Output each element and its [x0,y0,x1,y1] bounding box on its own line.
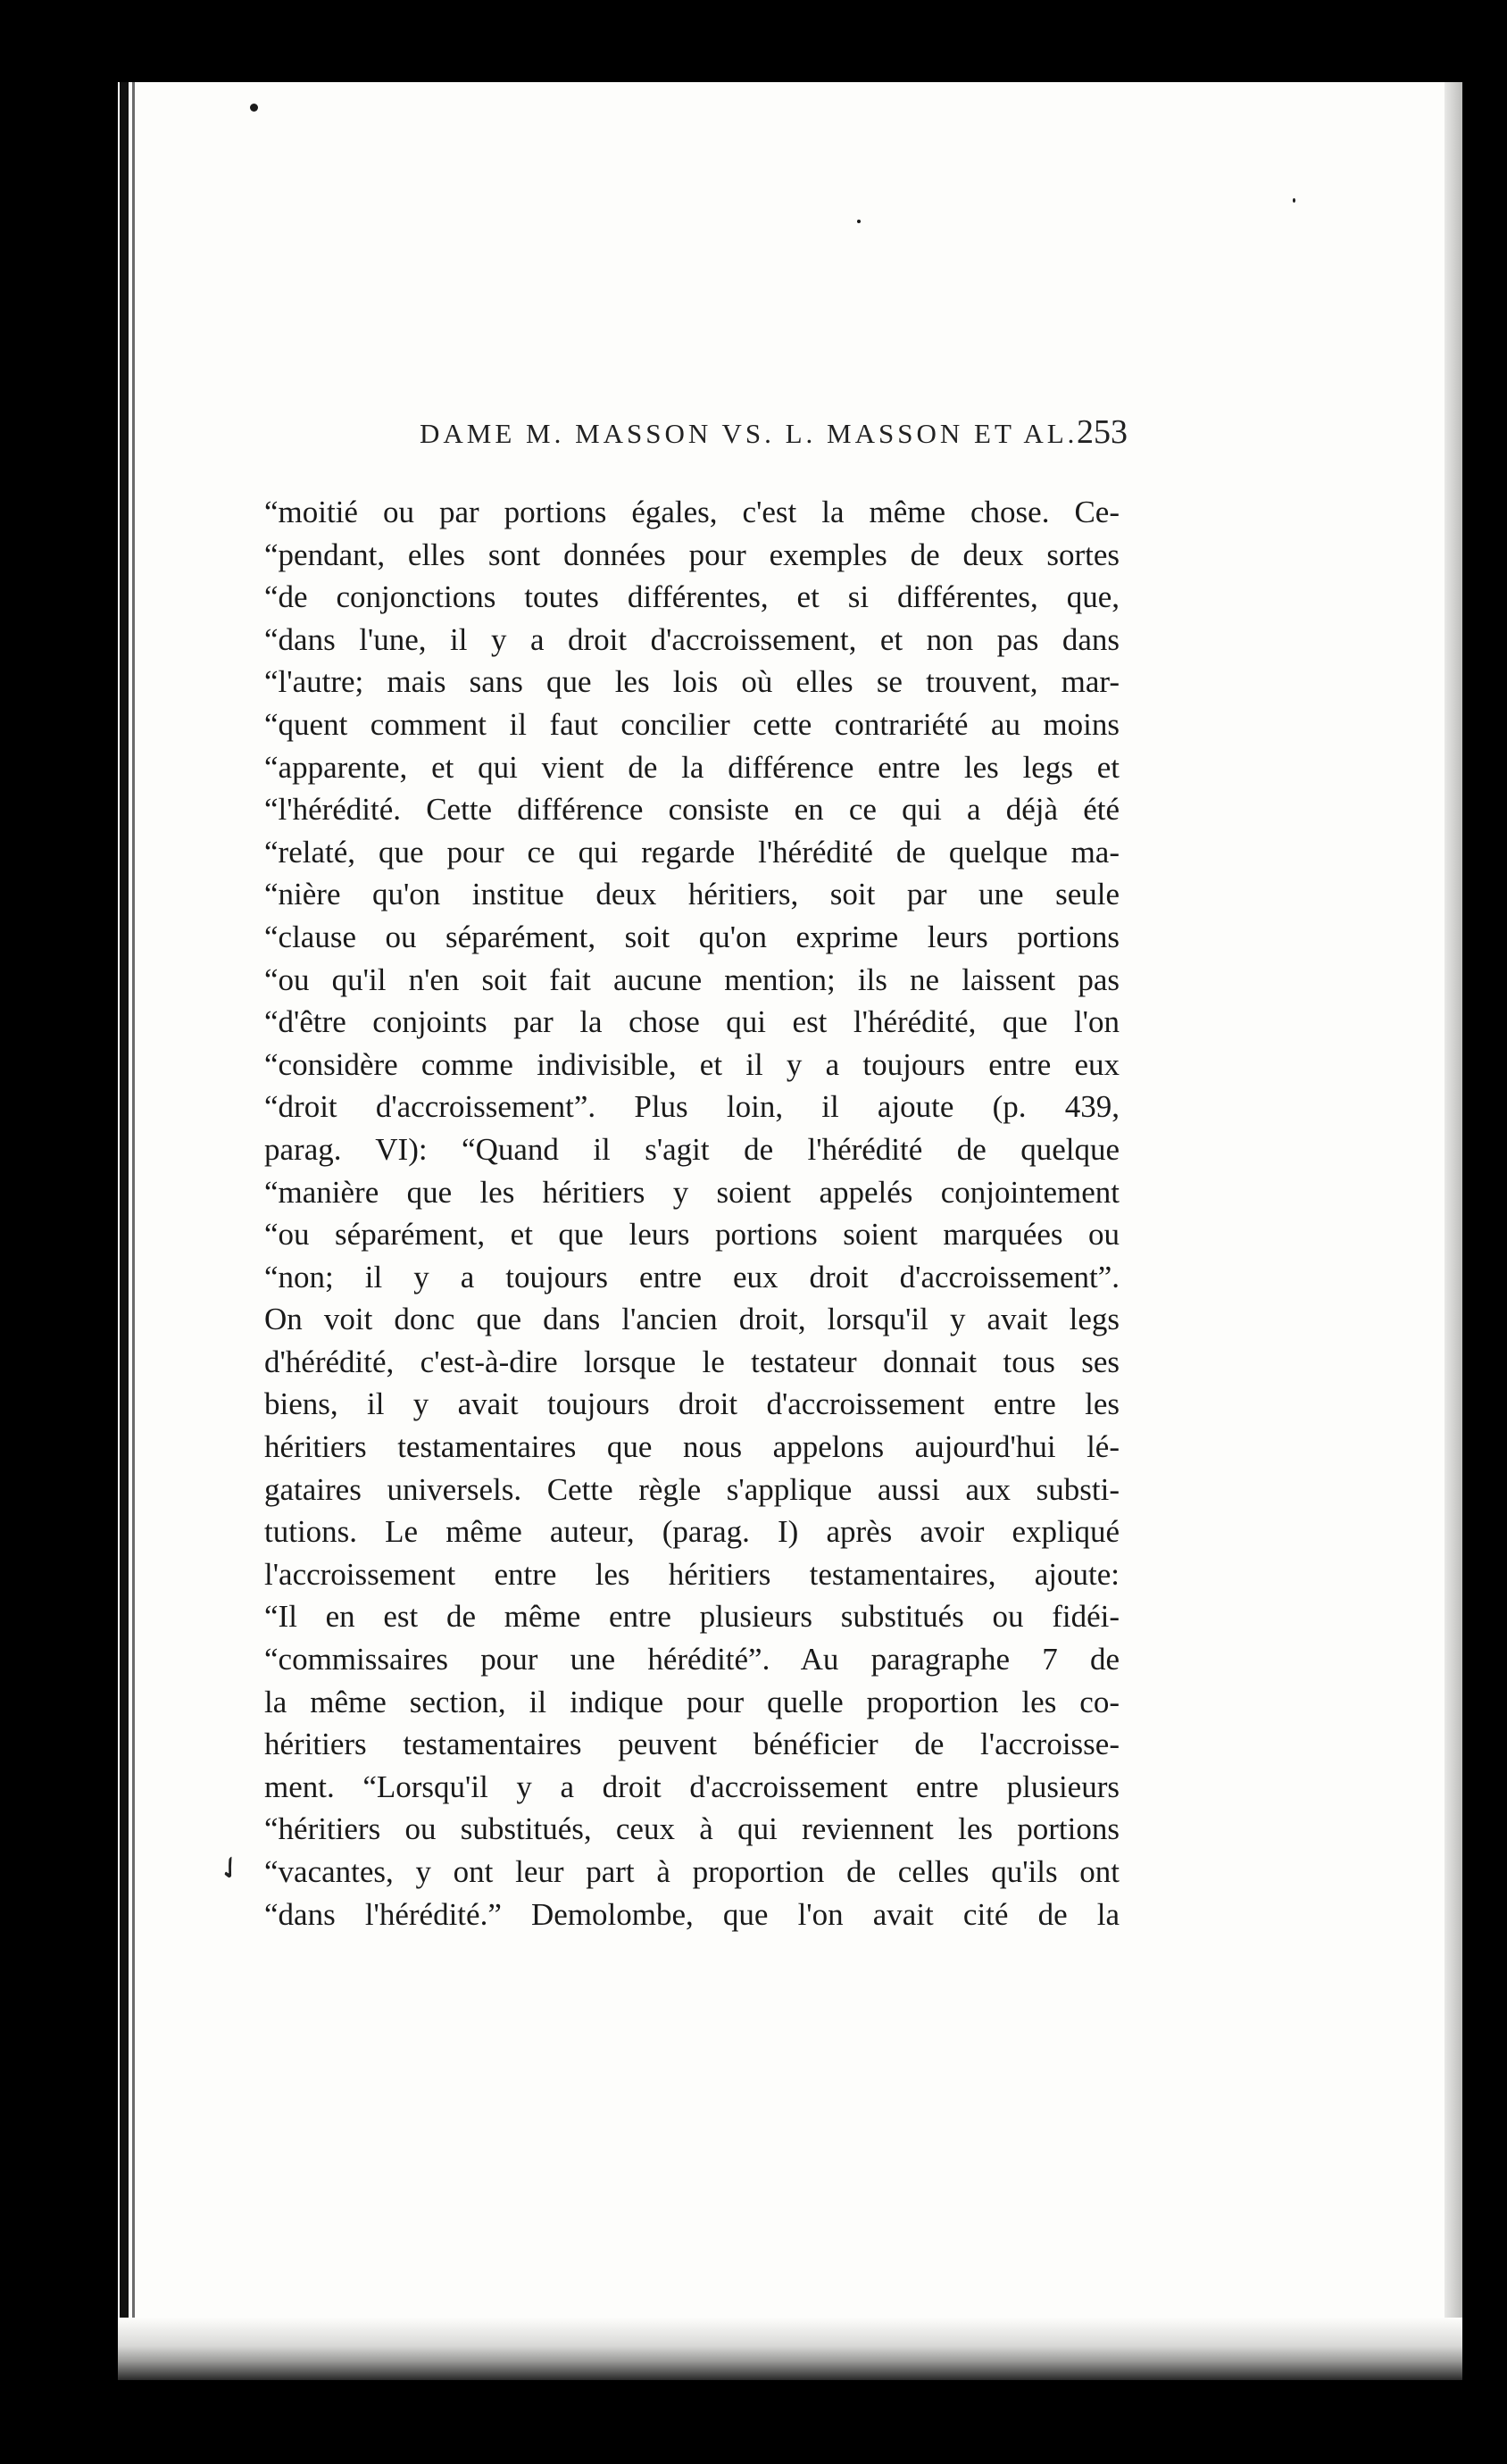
text-line: “moitié ou par portions égales, c'est la même chose. Ce- [264,495,1120,529]
text-line: “dans l'une, il y a droit d'accroissement, et non pas dans [264,621,1120,657]
text-line: ment. “Lorsqu'il y a droit d'accroissement entre plusieurs [264,1769,1120,1804]
page-number: 253 [1077,413,1128,451]
text-line: “ou qu'il n'en soit fait aucune mention; ils ne laissent pas [264,961,1120,997]
ink-speck [250,104,258,112]
text-line: “apparente, et qui vient de la différence entre les legs et [264,749,1120,785]
text-line: “nière qu'on institue deux héritiers, soit par une seule [264,877,1120,912]
text-line: “Il en est de même entre plusieurs substitués ou fidéi- [264,1599,1120,1635]
text-line: “relaté, que pour ce qui regarde l'hérédité de quelque ma- [264,834,1120,870]
margin-tick-mark: ✓ [211,1848,251,1890]
text-line: “manière que les héritiers y soient appelés conjointement [264,1174,1120,1210]
binding-edge [120,82,129,2380]
text-line: biens, il y avait toujours droit d'accroissement entre les [264,1386,1120,1422]
text-line: “quent comment il faut concilier cette contrariété au moins [264,706,1120,742]
text-line: “dans l'hérédité.” Demolombe, que l'on avait cité de la [264,1896,1120,1932]
page-edge-shadow [1445,82,1462,2380]
text-line: l'accroissement entre les héritiers testamentaires, ajoute: [264,1556,1120,1592]
text-line: tutions. Le même auteur, (parag. I) après avoir expliqué [264,1514,1120,1550]
text-line: “héritiers ou substitués, ceux à qui reviennent les portions [264,1811,1120,1847]
text-line: “clause ou séparément, soit qu'on exprime leurs portions [264,919,1120,954]
page-bottom-edge [118,2318,1462,2380]
running-title: DAME M. MASSON VS. L. MASSON ET AL. [420,418,1078,449]
text-line: “ou séparément, et que leurs portions soient marquées ou [264,1217,1120,1253]
body-text [264,491,1120,1935]
text-line: parag. VI): “Quand il s'agit de l'hérédité de quelque [264,1131,1120,1167]
ink-speck [1293,198,1295,203]
text-line: gataires universels. Cette règle s'applique aussi aux substi- [264,1471,1120,1507]
text-line: la même section, il indique pour quelle proportion les co- [264,1684,1120,1719]
binding-edge-shadow [132,82,135,2380]
text-line: “commissaires pour une hérédité”. Au paragraphe 7 de [264,1642,1120,1677]
text-line: On voit donc que dans l'ancien droit, lorsqu'il y avait legs [264,1302,1120,1337]
text-line: “pendant, elles sont données pour exemples de deux sortes [264,537,1120,572]
text-line: “vacantes, y ont leur part à proportion de celles qu'ils ont [264,1854,1120,1889]
text-line: “l'hérédité. Cette différence consiste en ce qui a déjà été [264,792,1120,828]
text-line: “d'être conjoints par la chose qui est l'hérédité, que l'on [264,1004,1120,1040]
text-line: “considère comme indivisible, et il y a toujours entre eux [264,1046,1120,1082]
text-line: “l'autre; mais sans que les lois où elles se trouvent, mar- [264,664,1120,700]
text-line: d'hérédité, c'est-à-dire lorsque le testateur donnait tous ses [264,1344,1120,1379]
text-line: héritiers testamentaires peuvent bénéficier de l'accroisse- [264,1727,1120,1762]
text-line: “de conjonctions toutes différentes, et si différentes, que, [264,579,1120,615]
text-line: héritiers testamentaires que nous appelons aujourd'hui lé- [264,1429,1120,1465]
text-line: “droit d'accroissement”. Plus loin, il ajoute (p. 439, [264,1089,1120,1125]
ink-speck [857,220,861,223]
text-line: “non; il y a toujours entre eux droit d'accroissement”. [264,1259,1120,1294]
